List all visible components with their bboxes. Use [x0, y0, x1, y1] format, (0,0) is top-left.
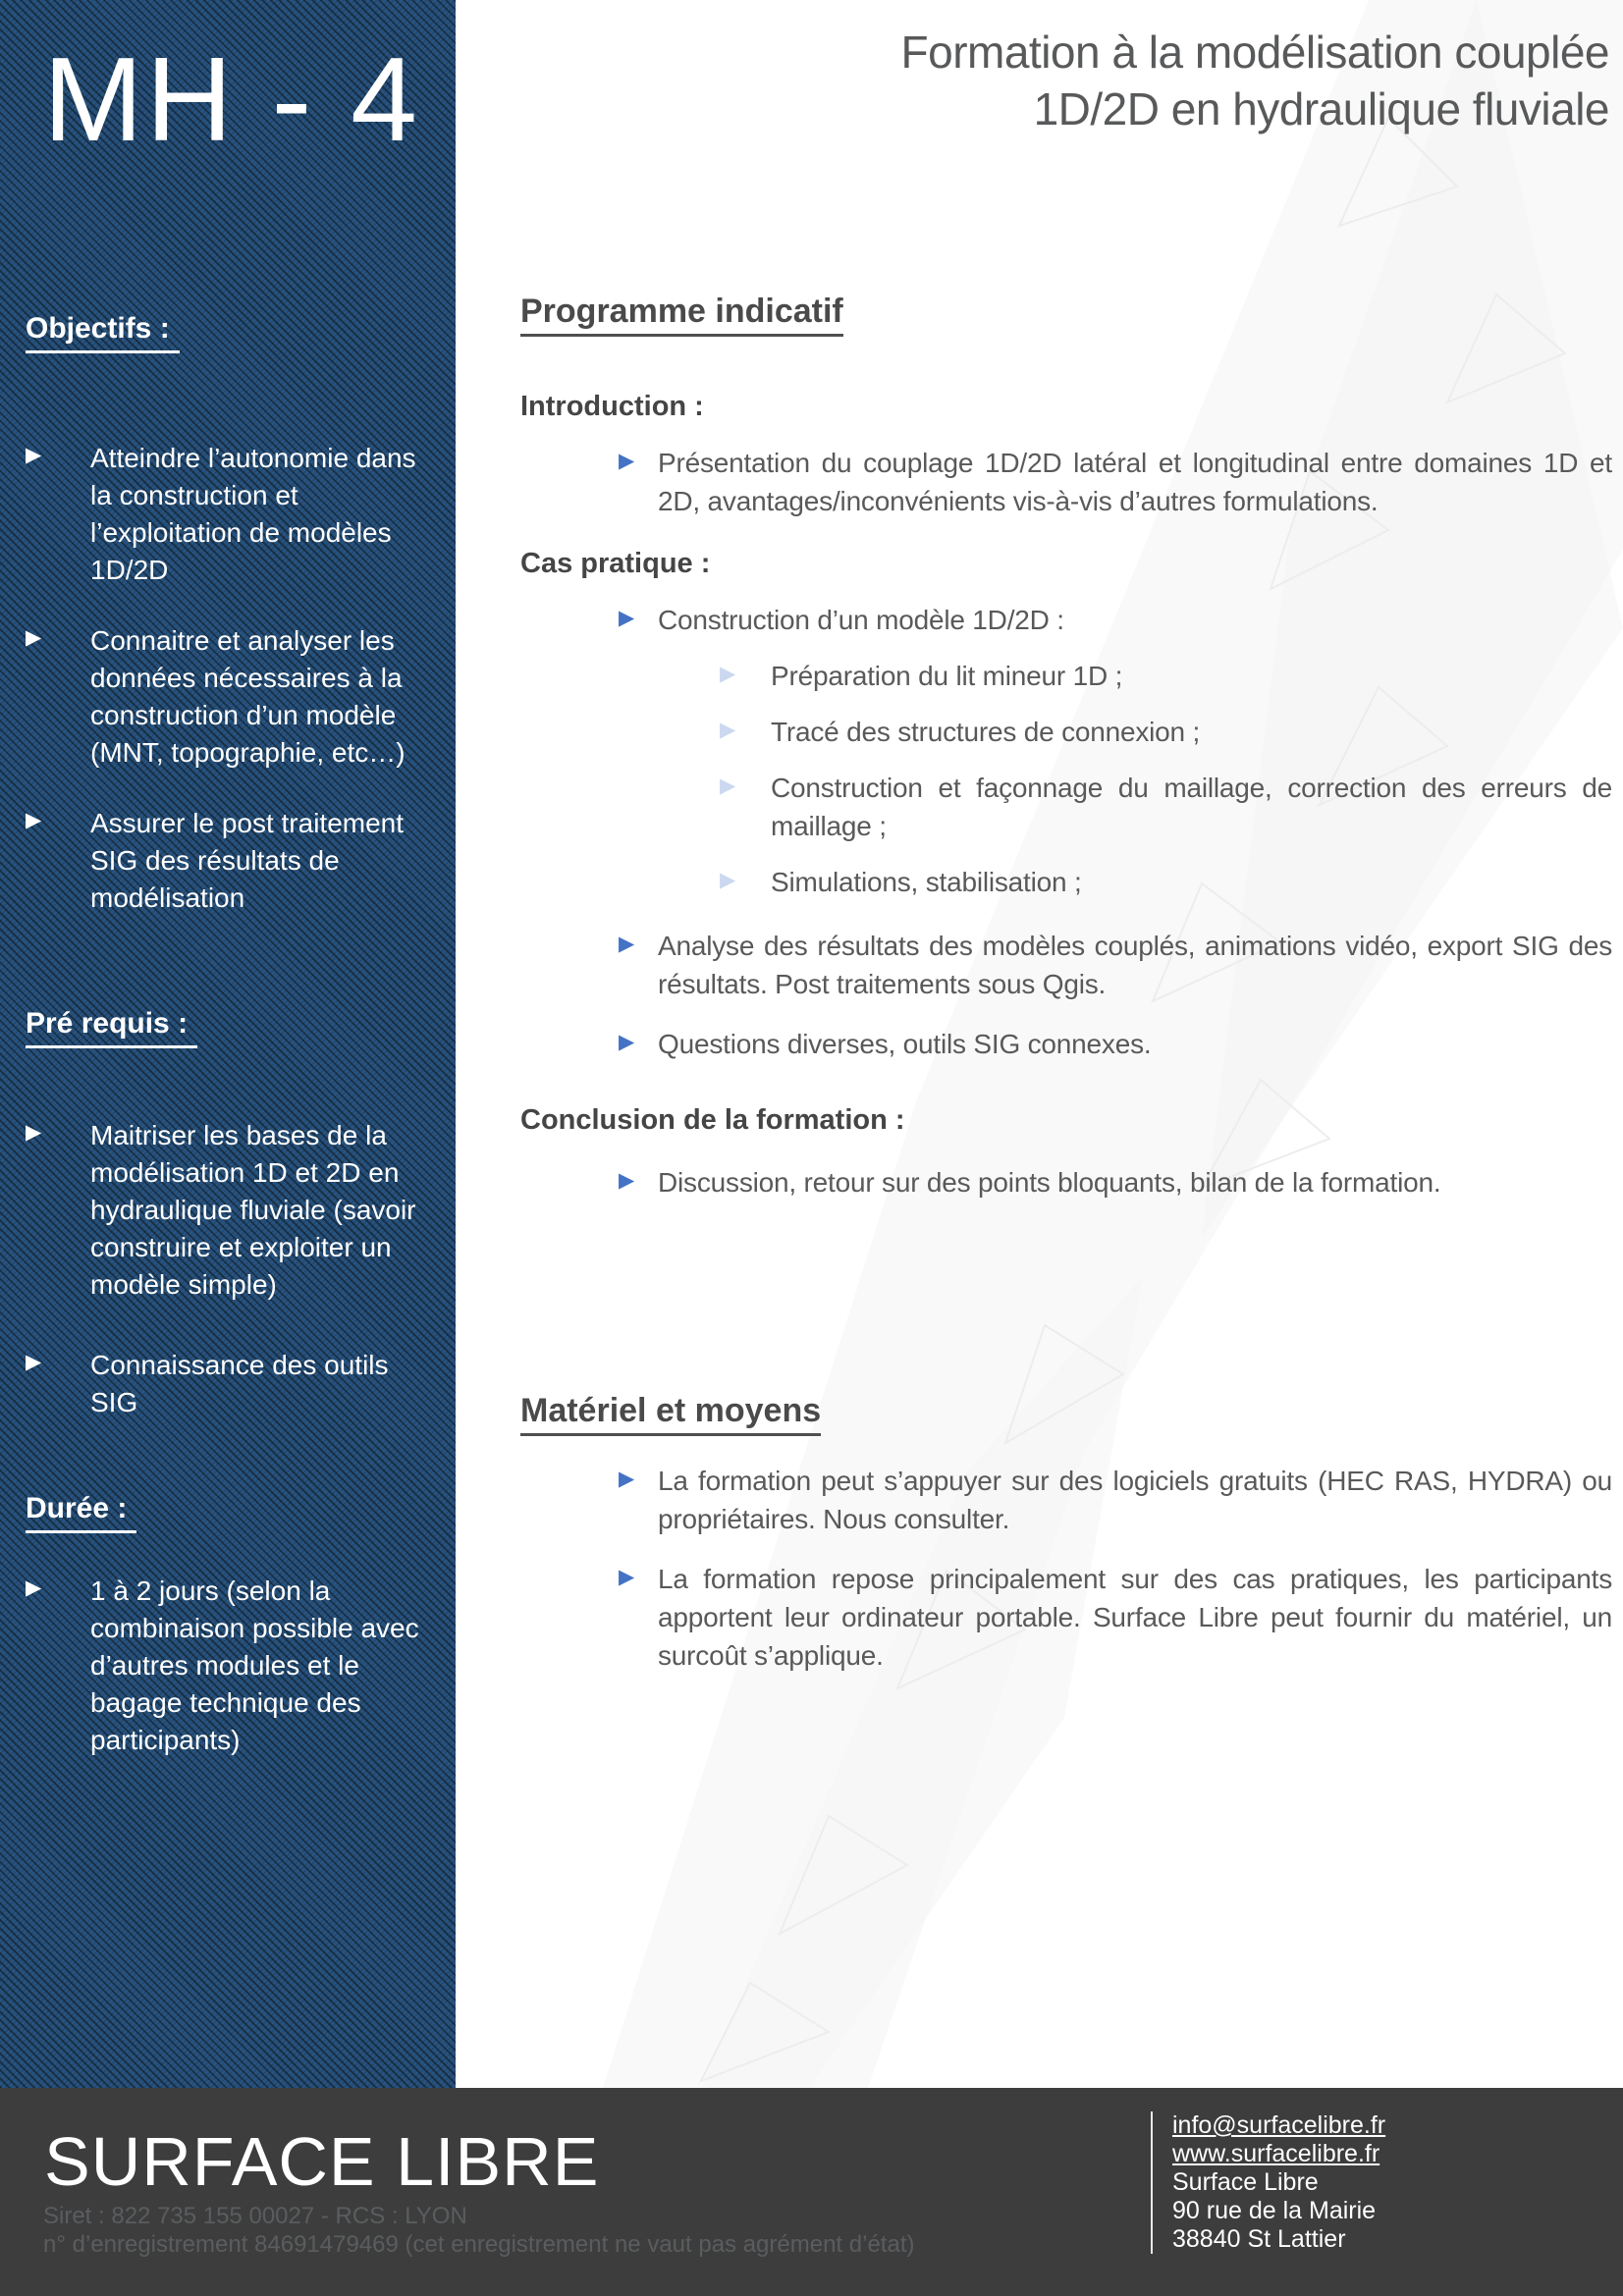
list-item	[26, 805, 420, 917]
sidebar-section-prerequis	[26, 1007, 420, 1465]
bullet-item	[520, 1025, 1612, 1063]
bullet-arrow-icon: ▶	[26, 1575, 42, 1599]
footer	[0, 2088, 1623, 2296]
sub-bullet-text: Construction et façonnage du maillage, correction des erreurs de maillage ;	[771, 773, 1612, 841]
list-item-text: Connaissance des outils SIG	[90, 1350, 389, 1417]
list-item-text: Atteindre l’autonomie dans la construction et l’exploitation de modèles 1D/2D	[90, 443, 416, 585]
bullet-text: La formation peut s’appuyer sur des logiciels gratuits (HEC RAS, HYDRA) ou propriétaires. Nous consulter.	[658, 1466, 1612, 1534]
email-link[interactable]: info@surfacelibre.fr	[1172, 2111, 1386, 2139]
contact-address-line1: 90 rue de la Mairie	[1172, 2197, 1377, 2224]
footer-contact	[1151, 2111, 1385, 2254]
list-item-text: Maitriser les bases de la modélisation 1D et 2D en hydraulique fluviale (savoir construire et exploiter un modèle simple)	[90, 1120, 416, 1300]
prerequis-list	[26, 1117, 420, 1421]
module-code: MH - 4	[43, 32, 420, 166]
list-item	[26, 1117, 420, 1304]
programme-heading: Programme indicatif	[520, 293, 843, 337]
list-item-text: Assurer le post traitement SIG des résultats de modélisation	[90, 808, 405, 913]
bullet-arrow-icon: ▶	[619, 1030, 634, 1053]
bullet-item	[520, 444, 1612, 520]
introduction-label: Introduction :	[520, 391, 704, 422]
sub-bullet-item	[520, 657, 1612, 695]
programme-section	[520, 293, 1612, 1219]
bullet-arrow-icon: ▶	[619, 606, 634, 629]
bullet-text: Analyse des résultats des modèles couplés, animations vidéo, export SIG des résultats. Post traitements sous Qgis.	[658, 931, 1612, 999]
bullet-item	[520, 1163, 1612, 1201]
list-item-text: 1 à 2 jours (selon la combinaison possible avec d’autres modules et le bagage technique des participants)	[90, 1575, 419, 1755]
page-title	[901, 24, 1609, 137]
page-title-line2: 1D/2D en hydraulique fluviale	[1033, 83, 1609, 134]
bullet-text: La formation repose principalement sur des cas pratiques, les participants apportent leur ordinateur portable. Surface Libre peut fournir du matériel, un surcoût s’applique.	[658, 1564, 1612, 1671]
materiel-heading: Matériel et moyens	[520, 1392, 821, 1436]
list-item	[26, 1347, 420, 1421]
sub-bullet-text: Simulations, stabilisation ;	[771, 867, 1082, 897]
materiel-section	[520, 1392, 1612, 1692]
duree-list	[26, 1573, 420, 1759]
bullet-arrow-icon: ▶	[720, 868, 735, 891]
bullet-arrow-icon: ▶	[26, 808, 42, 831]
bullet-arrow-icon: ▶	[26, 443, 42, 466]
sub-bullet-text: Tracé des structures de connexion ;	[771, 717, 1201, 747]
list-item-text: Connaitre et analyser les données nécessaires à la construction d’un modèle (MNT, topographie, etc…)	[90, 625, 406, 768]
website-link[interactable]: www.surfacelibre.fr	[1172, 2140, 1380, 2167]
bullet-item	[520, 601, 1612, 639]
contact-name: Surface Libre	[1172, 2168, 1319, 2196]
bullet-arrow-icon: ▶	[619, 449, 634, 472]
sub-bullet-item	[520, 713, 1612, 751]
bullet-text: Discussion, retour sur des points bloquants, bilan de la formation.	[658, 1167, 1441, 1198]
list-item	[26, 622, 420, 772]
sidebar-section-objectifs	[26, 312, 420, 950]
bullet-arrow-icon: ▶	[26, 1120, 42, 1144]
bullet-arrow-icon: ▶	[26, 1350, 42, 1373]
page-title-line1: Formation à la modélisation couplée	[900, 27, 1609, 78]
sub-bullet-item	[520, 863, 1612, 901]
bullet-arrow-icon: ▶	[720, 662, 735, 685]
bullet-arrow-icon: ▶	[26, 625, 42, 649]
cas-pratique-label: Cas pratique :	[520, 548, 711, 579]
bullet-text: Présentation du couplage 1D/2D latéral et longitudinal entre domaines 1D et 2D, avantages/inconvénients vis-à-vis d’autres formulations.	[658, 448, 1612, 516]
bullet-arrow-icon: ▶	[619, 1565, 634, 1588]
footer-legal	[43, 2202, 914, 2259]
bullet-text: Questions diverses, outils SIG connexes.	[658, 1029, 1152, 1059]
registration-line: n° d’enregistrement 84691479469 (cet enregistrement ne vaut pas agrément d’état)	[43, 2231, 915, 2258]
bullet-arrow-icon: ▶	[619, 1168, 634, 1192]
bullet-arrow-icon: ▶	[619, 1467, 634, 1490]
sidebar	[0, 0, 456, 2088]
bullet-item	[520, 1560, 1612, 1675]
conclusion-label: Conclusion de la formation :	[520, 1104, 905, 1136]
bullet-item	[520, 927, 1612, 1003]
list-item	[26, 1573, 420, 1759]
company-name: SURFACE LIBRE	[44, 2123, 600, 2200]
bullet-text: Construction d’un modèle 1D/2D :	[658, 605, 1064, 635]
bullet-arrow-icon: ▶	[720, 718, 735, 741]
bullet-arrow-icon: ▶	[619, 932, 634, 955]
bullet-item	[520, 1462, 1612, 1538]
objectifs-list	[26, 440, 420, 917]
sub-bullet-item	[520, 769, 1612, 845]
sub-bullet-text: Préparation du lit mineur 1D ;	[771, 661, 1123, 691]
sidebar-section-duree	[26, 1492, 420, 1792]
list-item	[26, 440, 420, 589]
duree-heading: Durée :	[26, 1492, 136, 1533]
bullet-arrow-icon: ▶	[720, 774, 735, 797]
contact-address-line2: 38840 St Lattier	[1172, 2225, 1346, 2253]
siret-line: Siret : 822 735 155 00027 - RCS : LYON	[43, 2203, 467, 2229]
prerequis-heading: Pré requis :	[26, 1007, 197, 1048]
objectifs-heading: Objectifs :	[26, 312, 180, 353]
